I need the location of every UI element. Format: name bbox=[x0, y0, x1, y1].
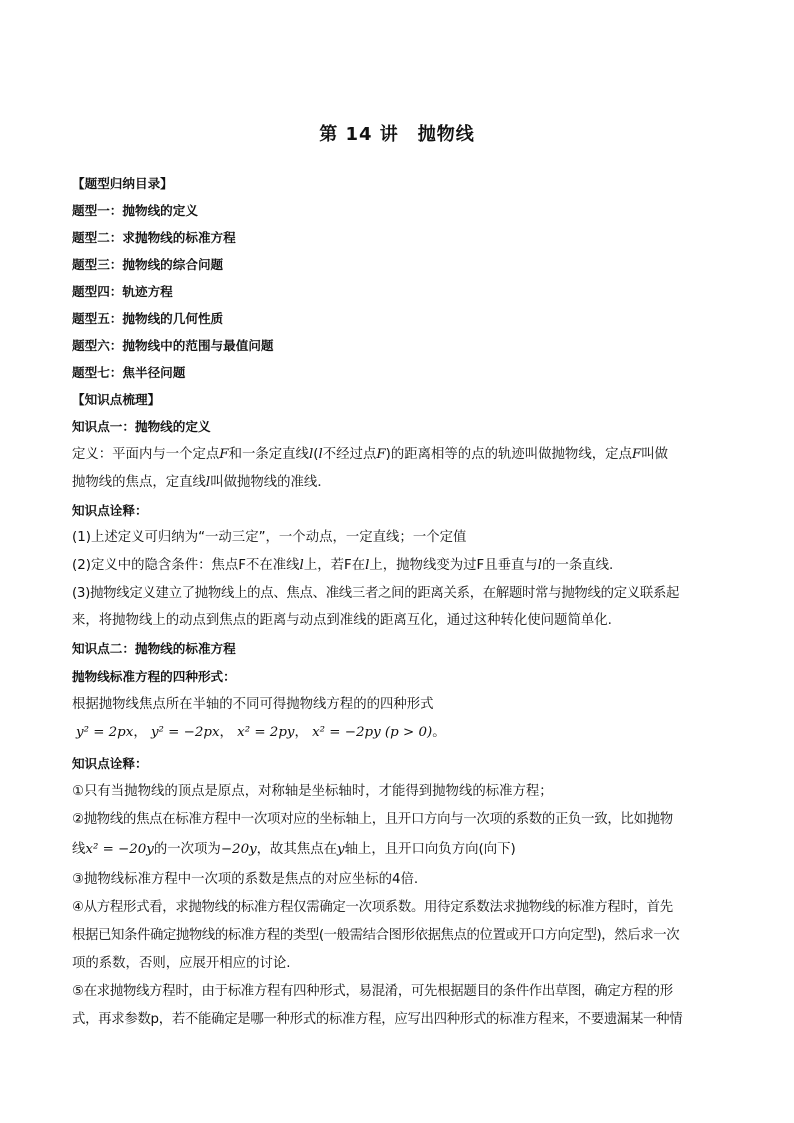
note-4-line-2: 根据已知条件确定抛物线的标准方程的类型(一般需结合图形依据焦点的位置或开口方向定型)，然后求一次 bbox=[72, 928, 680, 943]
note-2: (2)定义中的隐含条件：焦点F不在准线l上，若F在l上，抛物线变为过F且垂直与l的一条直线. bbox=[72, 558, 614, 573]
note-1: ①只有当抛物线的顶点是原点，对称轴是坐标轴时，才能得到抛物线的标准方程； bbox=[72, 784, 553, 799]
catalog-item: 题型六：抛物线中的范围与最值问题 bbox=[72, 338, 274, 353]
note-3-line-2: 来，将抛物线上的动点到焦点的距离与动点到准线的距离互化，通过这种转化使问题简单化. bbox=[72, 613, 612, 628]
catalog-item: 题型一：抛物线的定义 bbox=[72, 203, 198, 218]
catalog-heading: 【题型归纳目录】 bbox=[72, 176, 173, 191]
page-title: 第 14 讲 抛物线 bbox=[319, 124, 475, 145]
note-1: (1)上述定义可归纳为“一动三定”，一个动点，一定直线；一个定值 bbox=[72, 530, 467, 545]
notes-heading: 知识点诠释： bbox=[72, 503, 148, 518]
definition-line-2: 抛物线的焦点，定直线l叫做抛物线的准线． bbox=[72, 475, 331, 490]
catalog-item: 题型五：抛物线的几何性质 bbox=[72, 311, 224, 326]
note-2-line-2: 线x² = −20y的一次项为−20y，故其焦点在y轴上，且开口向负方向(向下) bbox=[72, 842, 516, 857]
note-4-line-1: ④从方程形式看，求抛物线的标准方程仅需确定一次项系数。用待定系数法求抛物线的标准方程时，首先 bbox=[72, 900, 673, 915]
review-heading: 【知识点梳理】 bbox=[72, 392, 161, 407]
note-5-line-1: ⑤在求抛物线方程时，由于标准方程有四种形式，易混淆，可先根据题目的条件作出草图，确定方程的形 bbox=[72, 984, 673, 999]
note-5-line-2: 式，再求参数p，若不能确定是哪一种形式的标准方程，应写出四种形式的标准方程来，不要遗漏某一种情 bbox=[72, 1012, 683, 1027]
forms-heading: 抛物线标准方程的四种形式： bbox=[72, 669, 236, 684]
catalog-item: 题型三：抛物线的综合问题 bbox=[72, 257, 224, 272]
note-4-line-3: 项的系数，否则，应展开相应的讨论. bbox=[72, 956, 291, 971]
section-heading: 知识点二：抛物线的标准方程 bbox=[72, 641, 236, 656]
catalog-item: 题型四：轨迹方程 bbox=[72, 284, 173, 299]
note-2-line-1: ②抛物线的焦点在标准方程中一次项对应的坐标轴上，且开口方向与一次项的系数的正负一致，比如抛物 bbox=[72, 812, 673, 827]
note-3: ③抛物线标准方程中一次项的系数是焦点的对应坐标的4倍. bbox=[72, 872, 419, 887]
definition-line-1: 定义：平面内与一个定点F和一条定直线l(l不经过点F)的距离相等的点的轨迹叫做抛物线，定点F叫做 bbox=[72, 447, 668, 462]
standard-equations: y² = 2px， y² = −2px， x² = 2py， x² = −2py (p > 0)。 bbox=[76, 725, 446, 740]
catalog-item: 题型七：焦半径问题 bbox=[72, 365, 186, 380]
note-3-line-1: (3)抛物线定义建立了抛物线上的点、焦点、准线三者之间的距离关系，在解题时常与抛物线的定义联系起 bbox=[72, 586, 680, 601]
catalog-item: 题型二：求抛物线的标准方程 bbox=[72, 230, 236, 245]
section-heading: 知识点一：抛物线的定义 bbox=[72, 419, 211, 434]
notes-heading: 知识点诠释： bbox=[72, 756, 148, 771]
forms-text: 根据抛物线焦点所在半轴的不同可得抛物线方程的的四种形式 bbox=[72, 697, 434, 712]
